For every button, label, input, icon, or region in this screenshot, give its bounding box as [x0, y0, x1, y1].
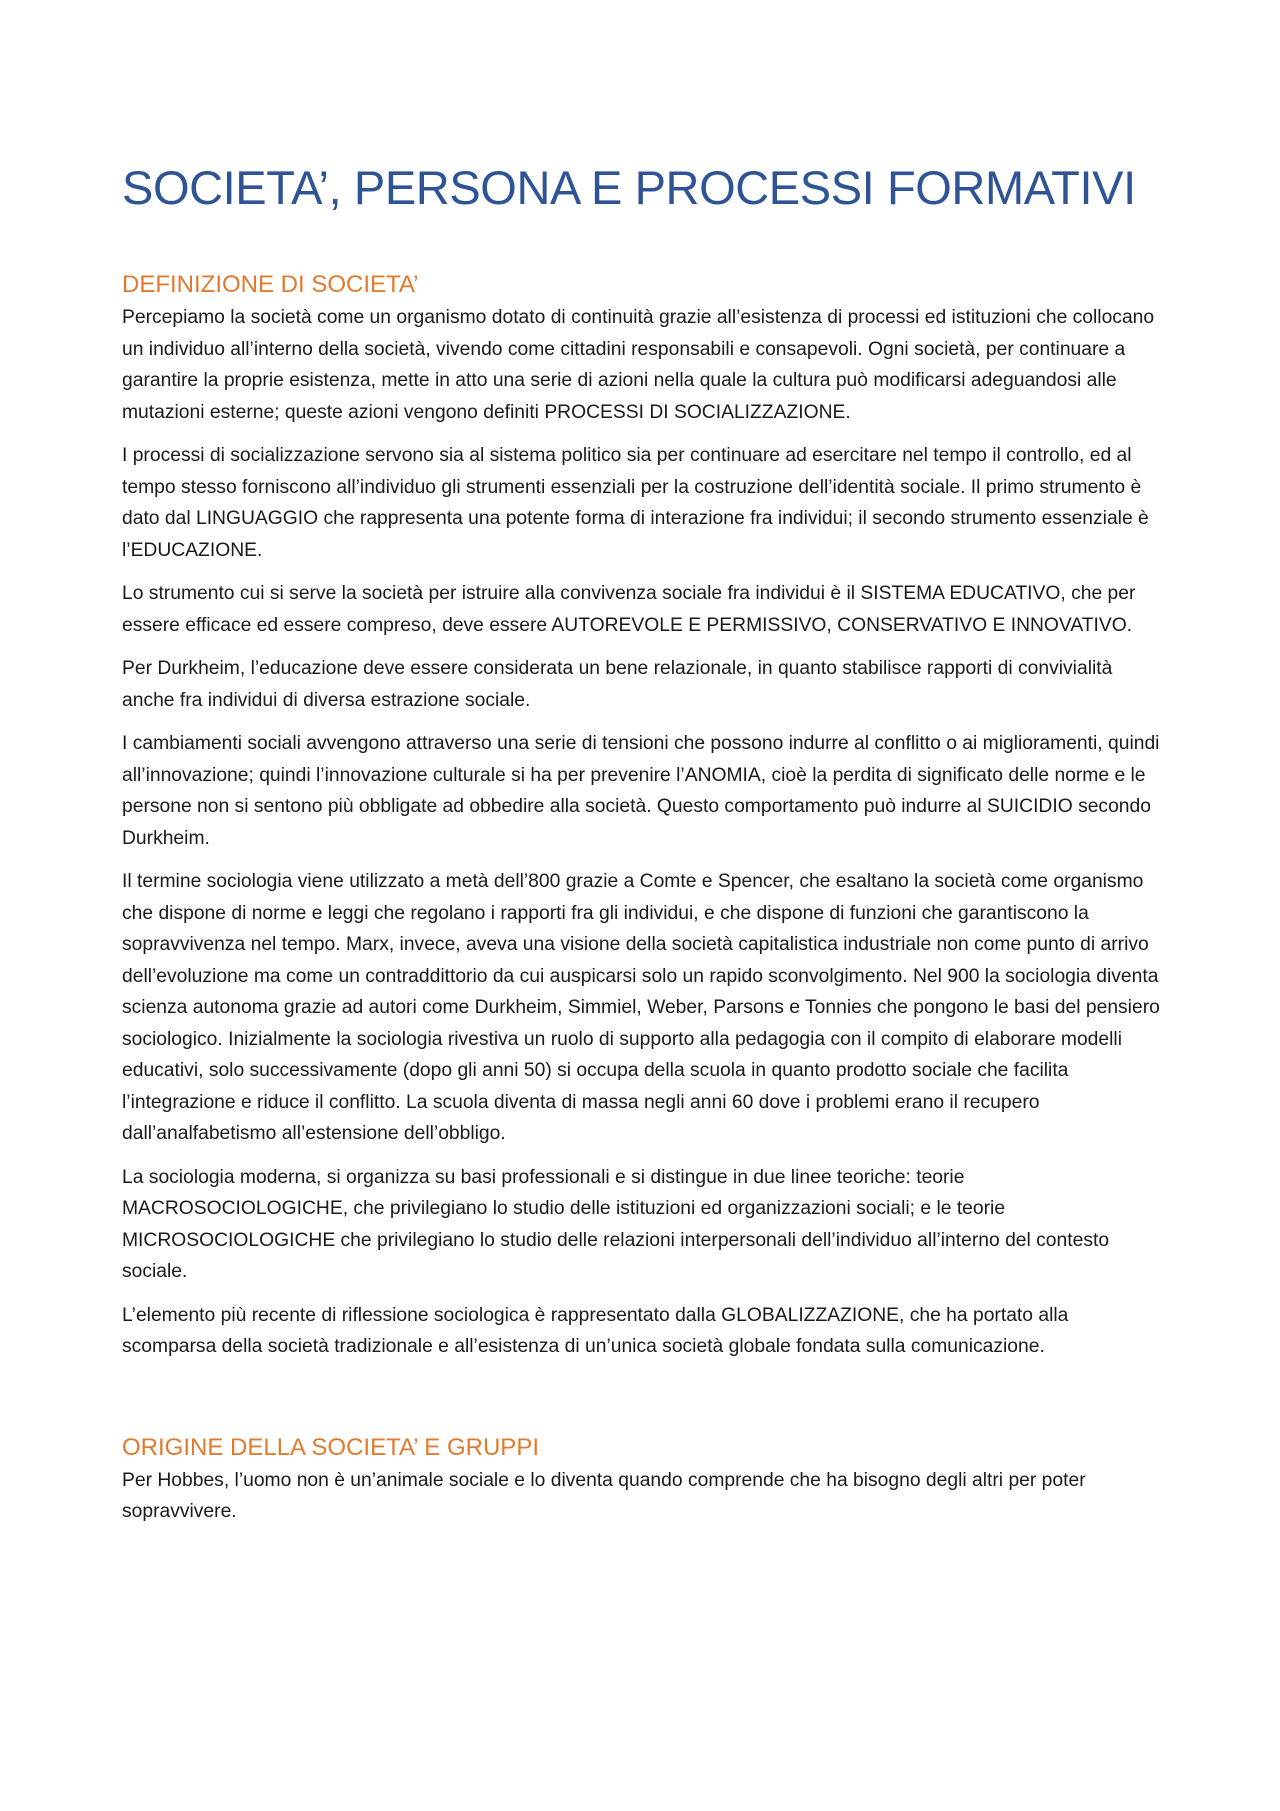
paragraph: L’elemento più recente di riflessione sociologica è rappresentato dalla GLOBALIZZAZIONE, che ha portato alla scomparsa della società tradizionale e all’esistenza di un’unica società globale fondata sulla comunicazione.: [122, 1304, 1069, 1357]
paragraph: Il termine sociologia viene utilizzato a metà dell’800 grazie a Comte e Spencer, che esaltano la società come organismo che dispone di norme e leggi che regolano i rapporti fra gli individui, e che dispone di funzioni che garantiscono la sopravvivenza nel tempo. Marx, invece, aveva una visione della società capitalistica industriale non come punto di arrivo dell’evoluzione ma come un contraddittorio da cui auspicarsi solo un rapido sconvolgimento. Nel 900 la sociologia diventa scienza autonoma grazie ad autori come Durkheim, Simmiel, Weber, Parsons e Tonnies che pongono le basi del pensiero sociologico. Inizialmente la sociologia rivestiva un ruolo di supporto alla pedagogia con il compito di elaborare modelli educativi, solo successivamente (dopo gli anni 50) si occupa della scuola in quanto prodotto sociale che facilita l’integrazione e riduce il conflitto. La scuola diventa di massa negli anni 60 dove i problemi erano il recupero dall’analfabetismo all’estensione dell’obbligo.: [122, 871, 1160, 1144]
paragraph: Per Durkheim, l’educazione deve essere considerata un bene relazionale, in quanto stabilisce rapporti di convivialità anche fra individui di diversa estrazione sociale.: [122, 658, 1113, 711]
paragraph: I processi di socializzazione servono sia al sistema politico sia per continuare ad esercitare nel tempo il controllo, ed al tempo stesso forniscono all’individuo gli strumenti essenziali per la costruzione dell’identità sociale. Il primo strumento è dato dal LINGUAGGIO che rappresenta una potente forma di interazione fra individui; il secondo strumento essenziale è l’EDUCAZIONE.: [122, 445, 1149, 561]
section-heading: ORIGINE DELLA SOCIETA’ E GRUPPI: [122, 1433, 539, 1461]
paragraph: Per Hobbes, l’uomo non è un’animale sociale e lo diventa quando comprende che ha bisogno degli altri per poter sopravvivere.: [122, 1469, 1086, 1522]
paragraph: La sociologia moderna, si organizza su basi professionali e si distingue in due linee teoriche: teorie MACROSOCIOLOGICHE, che privilegiano lo studio delle istituzioni ed organizzazioni sociali; e le teorie MICROSOCIOLOGICHE che privilegiano lo studio delle relazioni interpersonali dell’individuo all’interno del contesto sociale.: [122, 1166, 1110, 1282]
paragraph: Percepiamo la società come un organismo dotato di continuità grazie all’esistenza di processi ed istituzioni che collocano un individuo all’interno della società, vivendo come cittadini responsabili e consapevoli. Ogni società, per continuare a garantire la proprie esistenza, mette in atto una serie di azioni nella quale la cultura può modificarsi adeguandosi alle mutazioni esterne; queste azioni vengono definiti PROCESSI DI SOCIALIZZAZIONE.: [122, 307, 1155, 423]
document-page: [122, 158, 1162, 1540]
paragraph: I cambiamenti sociali avvengono attraverso una serie di tensioni che possono indurre al conflitto o ai miglioramenti, quindi all’innovazione; quindi l’innovazione culturale si ha per prevenire l’ANOMIA, cioè la perdita di significato delle norme e le persone non si sentono più obbligate ad obbedire alla società. Questo comportamento può indurre al SUICIDIO secondo Durkheim.: [122, 733, 1160, 849]
section-definizione-di-societa: [122, 268, 1162, 1363]
section-heading: DEFINIZIONE DI SOCIETA’: [122, 271, 419, 298]
document-title: SOCIETA’, PERSONA E PROCESSI FORMATIVI: [122, 161, 1136, 214]
paragraph: Lo strumento cui si serve la società per istruire alla convivenza sociale fra individui è il SISTEMA EDUCATIVO, che per essere efficace ed essere compreso, deve essere AUTOREVOLE E PERMISSIVO, CONSERVATIVO E INNOVATIVO.: [122, 583, 1136, 636]
section-origine-della-societa-e-gruppi: [122, 1431, 1162, 1528]
